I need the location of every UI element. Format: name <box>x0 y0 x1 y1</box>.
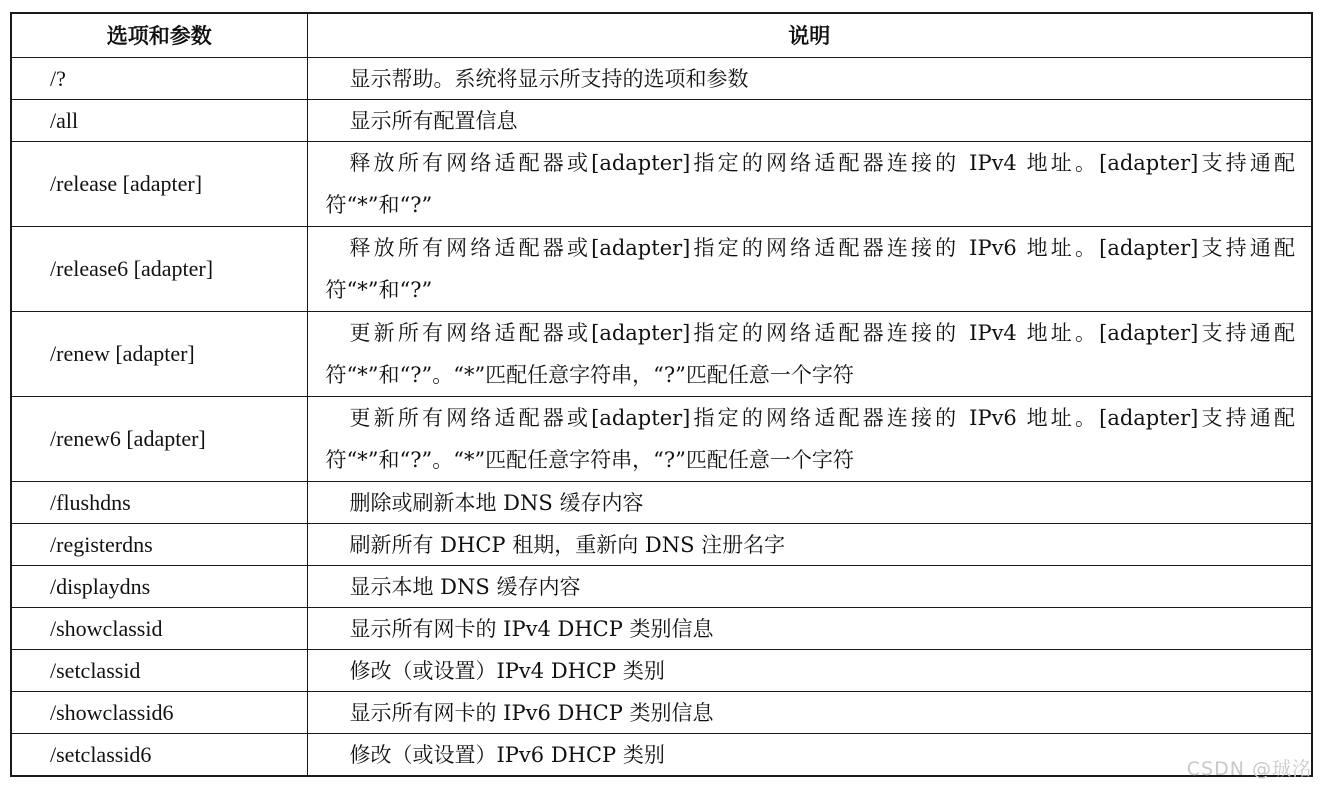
table-row <box>11 100 1312 142</box>
table-row <box>11 227 1312 312</box>
description-cell: 修改（或设置）IPv4 DHCP 类别 <box>307 650 1312 692</box>
table-row <box>11 650 1312 692</box>
table-row <box>11 566 1312 608</box>
description-cell: 显示所有网卡的 IPv4 DHCP 类别信息 <box>307 608 1312 650</box>
table-row <box>11 142 1312 227</box>
description-cell: 释放所有网络适配器或[adapter]指定的网络适配器连接的 IPv4 地址。[adapter]支持通配符“*”和“?” <box>307 142 1312 227</box>
description-cell: 删除或刷新本地 DNS 缓存内容 <box>307 482 1312 524</box>
option-cell: /renew6 [adapter] <box>11 397 307 482</box>
column-header-option: 选项和参数 <box>11 13 307 58</box>
description-cell: 更新所有网络适配器或[adapter]指定的网络适配器连接的 IPv6 地址。[adapter]支持通配符“*”和“?”。“*”匹配任意字符串，“?”匹配任意一个字符 <box>307 397 1312 482</box>
description-cell: 释放所有网络适配器或[adapter]指定的网络适配器连接的 IPv6 地址。[adapter]支持通配符“*”和“?” <box>307 227 1312 312</box>
csdn-watermark: CSDN @珹洺 <box>1186 758 1312 780</box>
option-cell: /displaydns <box>11 566 307 608</box>
table-row <box>11 734 1312 777</box>
option-cell: /setclassid <box>11 650 307 692</box>
table-row <box>11 692 1312 734</box>
description-cell: 显示所有配置信息 <box>307 100 1312 142</box>
table-row <box>11 608 1312 650</box>
table-row <box>11 58 1312 100</box>
column-header-description: 说明 <box>307 13 1312 58</box>
option-cell: /showclassid <box>11 608 307 650</box>
option-cell: /setclassid6 <box>11 734 307 777</box>
table-row <box>11 312 1312 397</box>
option-cell: /? <box>11 58 307 100</box>
description-cell: 显示本地 DNS 缓存内容 <box>307 566 1312 608</box>
option-cell: /showclassid6 <box>11 692 307 734</box>
parameter-table-container <box>10 12 1311 777</box>
parameter-table <box>10 12 1313 777</box>
option-cell: /renew [adapter] <box>11 312 307 397</box>
table-row <box>11 482 1312 524</box>
option-cell: /release [adapter] <box>11 142 307 227</box>
description-cell: 显示所有网卡的 IPv6 DHCP 类别信息 <box>307 692 1312 734</box>
option-cell: /flushdns <box>11 482 307 524</box>
table-row <box>11 524 1312 566</box>
description-cell: 修改（或设置）IPv6 DHCP 类别 <box>307 734 1312 777</box>
description-cell: 刷新所有 DHCP 租期，重新向 DNS 注册名字 <box>307 524 1312 566</box>
table-header-row <box>11 13 1312 58</box>
table-row <box>11 397 1312 482</box>
option-cell: /all <box>11 100 307 142</box>
option-cell: /release6 [adapter] <box>11 227 307 312</box>
description-cell: 更新所有网络适配器或[adapter]指定的网络适配器连接的 IPv4 地址。[adapter]支持通配符“*”和“?”。“*”匹配任意字符串，“?”匹配任意一个字符 <box>307 312 1312 397</box>
option-cell: /registerdns <box>11 524 307 566</box>
description-cell: 显示帮助。系统将显示所支持的选项和参数 <box>307 58 1312 100</box>
